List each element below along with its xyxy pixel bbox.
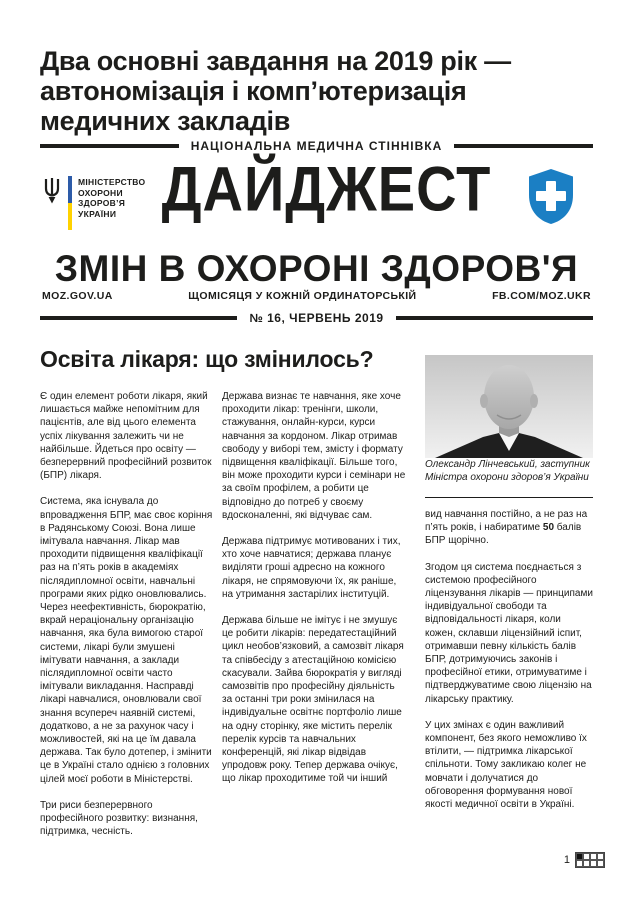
issue-label: № 16, ЧЕРВЕНЬ 2019 [249,311,384,325]
facebook-url: FB.COM/MOZ.UKR [492,290,591,302]
paragraph: Держава підтримує мотивованих і тих, хто хоче навчатися; держава планує виділяти гроші адресно на кожного лікаря, не спрямовуючи їх, як раніше, на утримання застарілих інституцій. [222,536,401,600]
shield-cross-icon [527,168,575,225]
paragraph-text: вид навчання постійно, а не раз на п’ять років, і набиратиме [425,509,588,534]
page-grid-cell [583,860,590,867]
paragraph-text: балів БПР щорічно. [425,522,582,547]
flag-bar [68,176,72,230]
portrait-photo [425,355,593,458]
tagline-row [40,139,593,153]
website-url: MOZ.GOV.UA [42,290,113,302]
headline: Два основні завдання на 2019 рік — автономізація і комп’ютеризація медичних закладів [40,46,511,136]
issue-rule-left [40,316,237,320]
slogan: ЩОМІСЯЦЯ У КОЖНІЙ ОРДИНАТОРСЬКІЙ [188,290,417,302]
page-grid-cell [590,860,597,867]
paragraph: У цих змінах є один важливий компонент, без якого неможливо їх втілити, — підтримка лікарської спільноти. Тому закликаю колег не мовчати і долучатися до обговорення формування нової якості медичної освіти в Україні. [425,719,587,811]
article-column-2 [222,390,407,799]
paragraph [425,508,593,548]
trident-icon [42,176,62,209]
page-grid-cell [583,853,590,860]
paragraph: Держава більше не імітує і не змушує це робити лікарів: передатестаційний цикл необов’язковий, а самозвіт лікаря та співбесіду з атестаційною комісією скасували. Зайва бюрократія у вигляді самозвітів про професійну діяльність за останні три роки змінилася на індивідуальне освітнє портфоліо лише на одну сторінку, яке містить перелік перелік курсів та навчальних конференцій, які лікар відвідав упродовж року. Тепер держава очікує, що лікар проходитиме той чи інший [222,615,404,785]
page-grid-cell [576,860,583,867]
paragraph: Держава визнає те навчання, яке хоче проходити лікар: тренінги, школи, стажування, онлайн-курси, курси навчання за кордоном. Лікар отримав свободу у виборі тем, змісту і формату підвищення кваліфікації. Більше того, він може проходити курси і семінари не за своїм профілем, а робити це відповідно до потреб у своєму вдосконаленні, які відчуває сам. [222,391,406,521]
article-title: Освіта лікаря: що змінилось? [40,346,374,372]
photo-caption: Олександр Лінчевський, заступник Міністра охорони здоров’я України [425,459,590,483]
masthead-title [120,153,533,225]
page-number: 1 [563,854,570,866]
issue-rule-right [396,316,593,320]
page-indicator [564,852,605,868]
page-grid-cell [576,853,583,860]
article-column-3 [425,355,593,824]
masthead-info-row [42,290,591,302]
paragraph: Три риси безперервного професійного розвитку: визнання, підтримка, чесність. [40,799,198,838]
tagline-rule-left [40,144,179,148]
ministry-name-line: УКРАЇНИ [78,208,117,219]
page-grid-icon [575,852,605,868]
paragraph: Система, яка існувала до впровадження БПР, має своє коріння в Радянському Союзі. Вона лише імітувала навчання. Лікар мав проходити підвищення кваліфікації раз на п’ять років в академіях післядипломної освіти, навчальні програми яких рідко оновлювались. Через неефективність, бюрократію, вкрай нераціональну організацію навчання, яка була вимогою старої системи, лікарі були змушені імітувати навчання, а заклади післядипломної освіти часто імітували викладання. Насправді лікарі навчалися, оновлювали свої знання всупереч наявній системі, додатково, а не за рахунок часу і можливостей, які на це їм давала держава. Так було дотепер, і змінити це в Україні стало однією з головних цілей моєї роботи в Міністерстві. [40,496,213,785]
tagline-rule-right [454,144,593,148]
caption-divider [425,497,593,498]
page-grid-cell [597,853,604,860]
paragraph: Є один елемент роботи лікаря, який лишається майже непомітним для пацієнтів, але від цього елемента успіх лікування залежить чи не найбільше. Йдеться про освіту — безперервний професійний розвиток (БПР) лікаря. [40,391,212,482]
ministry-name-line: ЗДОРОВ’Я [78,198,126,209]
page-grid-cell [590,853,597,860]
paragraph: Згодом ця система поєднається з системою професійного ліцензування лікарів — принципами індивідуальної свободи та відповідальності лікаря, коли кожен, склавши ліцензійний іспит, отримавши певну кількість балів БПР, дотримуючись законів і професійної етики, отримуватиме і підтверджуватиме свою ліцензію на лікарську практику. [425,561,593,705]
highlighted-number: 50 [542,522,555,534]
article-column-1 [40,390,216,852]
ministry-name-line: ОХОРОНИ [78,187,123,198]
ministry-name-line: МІНІСТЕРСТВО [78,177,146,187]
tagline-label: НАЦІОНАЛЬНА МЕДИЧНА СТІННІВКА [190,139,443,153]
page-grid-cell [597,860,604,867]
issue-row [40,311,593,325]
masthead-subtitle: ЗМІН В ОХОРОНІ ЗДОРОВ'Я [54,248,579,289]
masthead-title-text: ДАЙДЖЕСТ [161,153,492,225]
